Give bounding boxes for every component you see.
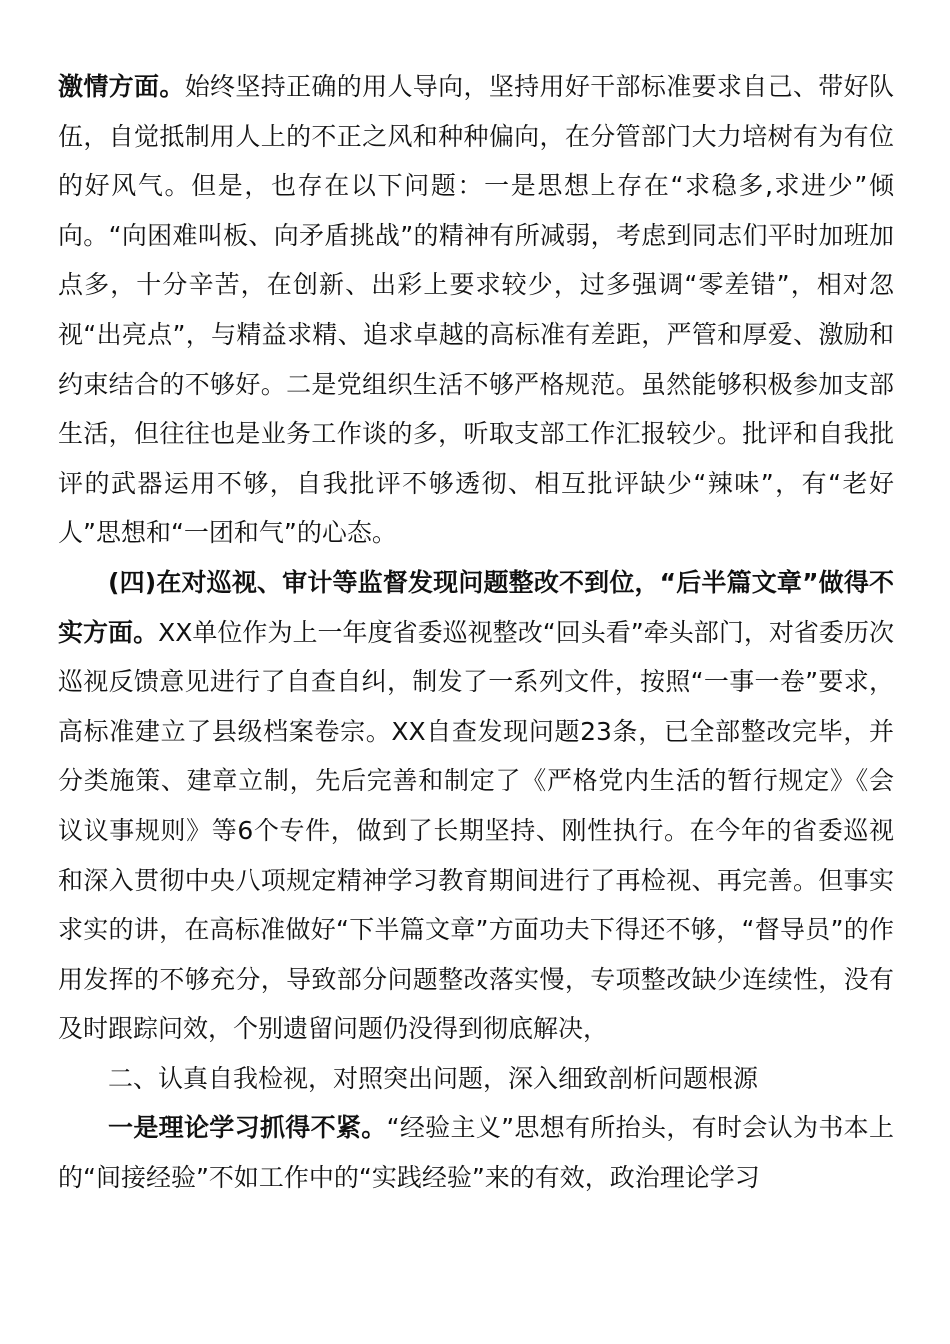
paragraph-heading: 激情方面。 [58,72,185,101]
paragraph-theory-study [58,1103,894,1202]
paragraph-rectification [58,558,894,1054]
section-heading-self-review [58,1054,894,1104]
paragraph-passion [58,62,894,558]
section-heading-text: 二、认真自我检视，对照突出问题，深入细致剖析问题根源 [108,1063,759,1093]
paragraph-heading: 一是理论学习抓得不紧。 [108,1113,387,1143]
paragraph-body: XX单位作为上一年度省委巡视整改“回头看”牵头部门，对省委历次巡视反馈意见进行了自查自纠，制发了一系列文件，按照“一事一卷”要求，高标准建立了县级档案卷宗。XX自查发现问题23条，已全部整改完毕，并分类施策、建章立制，先后完善和制定了《严格党内生活的暂行规定》《会议议事规则》等6个专件，做到了长期坚持、刚性执行。在今年的省委巡视和深入贯彻中央八项规定精神学习教育期间进行了再检视、再完善。但事实求实的讲，在高标准做好“下半篇文章”方面功夫下得还不够，“督导员”的作用发挥的不够充分，导致部分问题整改落实慢，专项整改缺少连续性，没有及时跟踪问效，个别遗留问题仍没得到彻底解决， [58,617,894,1044]
paragraph-body: 始终坚持正确的用人导向，坚持用好干部标准要求自己、带好队伍，自觉抵制用人上的不正之风和种种偏向，在分管部门大力培树有为有位的好风气。但是，也存在以下问题：一是思想上存在“求稳多,求进少”倾向。“向困难叫板、向矛盾挑战”的精神有所减弱，考虑到同志们平时加班加点多，十分辛苦，在创新、出彩上要求较少，过多强调“零差错”，相对忽视“出亮点”，与精益求精、追求卓越的高标准有差距，严管和厚爱、激励和约束结合的不够好。二是党组织生活不够严格规范。虽然能够积极参加支部生活，但往往也是业务工作谈的多，听取支部工作汇报较少。批评和自我批评的武器运用不够，自我批评不够透彻、相互批评缺少“辣味”，有“老好人”思想和“一团和气”的心态。 [58,72,894,548]
document-page [58,62,894,1203]
paragraph-body: “经验主义”思想有所抬头，有时会认为书本上的“间接经验”不如工作中的“实践经验”来的有效，政治理论学习 [58,1113,894,1193]
paragraph-heading: (四)在对巡视、审计等监督发现问题整改不到位，“后半篇文章”做得不实方面。 [58,567,894,647]
